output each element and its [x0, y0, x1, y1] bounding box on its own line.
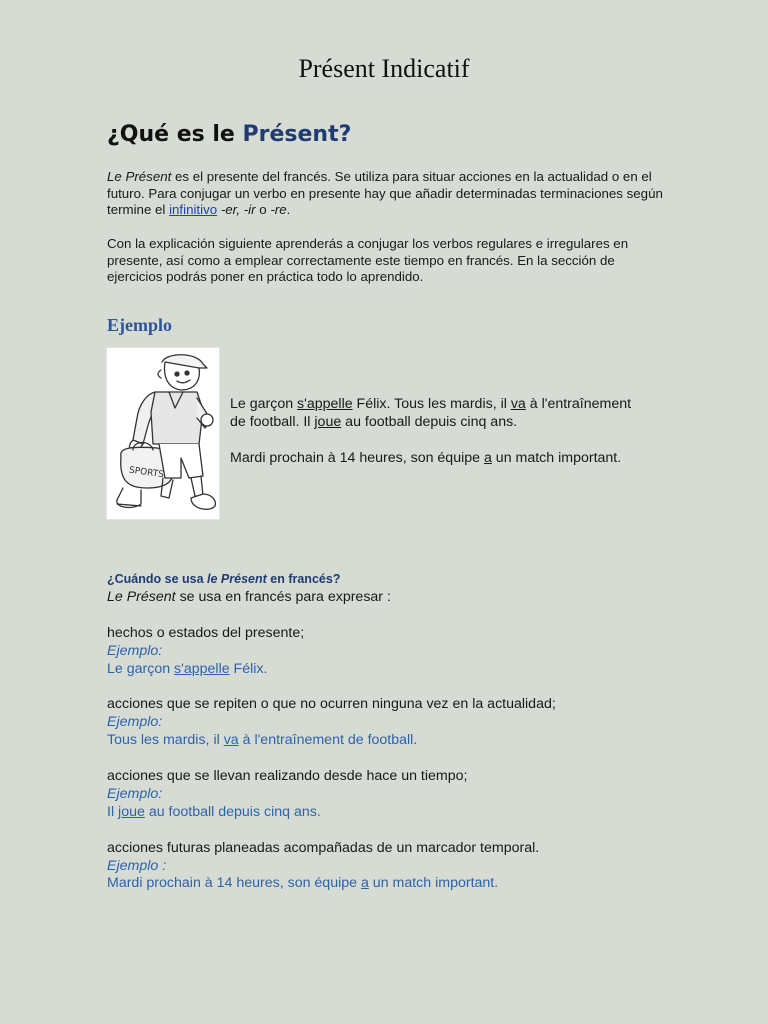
football-player-drawing: [107, 348, 219, 519]
example-text: Le garçon: [230, 396, 298, 412]
usage-example: [107, 875, 707, 893]
page-title: Présent Indicatif: [298, 54, 470, 83]
example-line: [230, 395, 670, 413]
intro-text: .: [286, 202, 291, 217]
usage-description: acciones que se llevan realizando desde hace un tiempo;: [107, 768, 468, 785]
usage-example-text: Il: [107, 803, 119, 820]
example-text: Félix. Tous les mardis, il: [352, 396, 511, 412]
verb-underlined: joue: [118, 803, 145, 820]
example-paragraph: [230, 395, 670, 467]
usage-example-text: Le garçon: [107, 660, 175, 677]
sports-bag-label: SPORTS: [128, 465, 165, 481]
usage-intro-italic: Le Présent: [107, 589, 176, 605]
example-text: de football. Il: [230, 414, 315, 430]
section-heading: [107, 122, 351, 147]
usage-example-label: Ejemplo:: [107, 785, 163, 802]
football-player-illustration: [107, 348, 219, 519]
infinitivo-link[interactable]: infinitivo: [169, 202, 218, 217]
example-text: Mardi prochain à 14 heures, son équipe: [230, 450, 484, 466]
usage-example-text: Tous les mardis, il: [107, 732, 224, 749]
usage-intro-text: se usa en francés para expresar :: [175, 589, 391, 605]
example-line: [230, 413, 670, 431]
usage-example-label: Ejemplo :: [107, 857, 167, 874]
usage-question-italic: le Présent: [207, 572, 267, 586]
usage-question-text: en francés?: [266, 572, 341, 586]
usage-example-label: Ejemplo:: [107, 714, 163, 731]
verb-underlined: va: [510, 396, 526, 412]
example-line: [230, 449, 670, 467]
intro-paragraph-2: Con la explicación siguiente aprenderás a conjugar los verbos regulares e irregulares en presente, así como a emplear correctamente este tiempo en francés. En la sección de ejercicios podrás poner en práctica todo lo aprendido.: [107, 236, 629, 284]
usage-example-text: à l'entraînement de football.: [238, 732, 418, 749]
usage-example: [107, 804, 707, 822]
verb-underlined: s'appelle: [174, 660, 230, 677]
usage-description: acciones futuras planeadas acompañadas de un marcador temporal.: [107, 839, 540, 856]
verb-underlined: s'appelle: [297, 396, 353, 412]
example-text: au football depuis cinq ans.: [341, 414, 518, 430]
verb-underlined: a: [360, 875, 369, 892]
verb-underlined: va: [223, 732, 239, 749]
usage-description: hechos o estados del presente;: [107, 624, 305, 641]
usage-example: [107, 661, 707, 679]
verb-underlined: joue: [314, 414, 342, 430]
heading-accent: Présent?: [242, 122, 352, 147]
usage-example-text: Mardi prochain à 14 heures, son équipe: [107, 875, 361, 892]
intro-endings: -er, -ir: [220, 202, 256, 217]
verb-underlined: a: [483, 450, 492, 466]
intro-text: es el presente del francés. Se utiliza para situar acciones en la actualidad o en el futuro. Para conjugar un verbo en presente hay que añadir determinadas terminaciones según termine el: [107, 169, 663, 217]
usage-list: [107, 589, 707, 893]
usage-question-text: ¿Cuándo se usa: [107, 572, 208, 586]
example-text: à l'entraînement: [525, 396, 632, 412]
usage-example-text: un match important.: [368, 875, 499, 892]
intro-ending-re: -re: [270, 202, 287, 217]
example-heading: Ejemplo: [107, 315, 172, 335]
intro-text: o: [255, 202, 271, 217]
usage-example-text: au football depuis cinq ans.: [144, 803, 321, 820]
usage-example-label: Ejemplo:: [107, 642, 163, 659]
intro-paragraph-1: [107, 169, 672, 219]
intro-italic: Le Présent: [107, 169, 172, 184]
heading-prefix: ¿Qué es le: [107, 122, 243, 147]
usage-description: acciones que se repiten o que no ocurren ninguna vez en la actualidad;: [107, 696, 556, 713]
usage-question-heading: [107, 572, 340, 586]
usage-example-text: Félix.: [229, 660, 268, 677]
usage-intro: [107, 589, 707, 607]
usage-example: [107, 732, 707, 750]
example-text: un match important.: [491, 450, 622, 466]
